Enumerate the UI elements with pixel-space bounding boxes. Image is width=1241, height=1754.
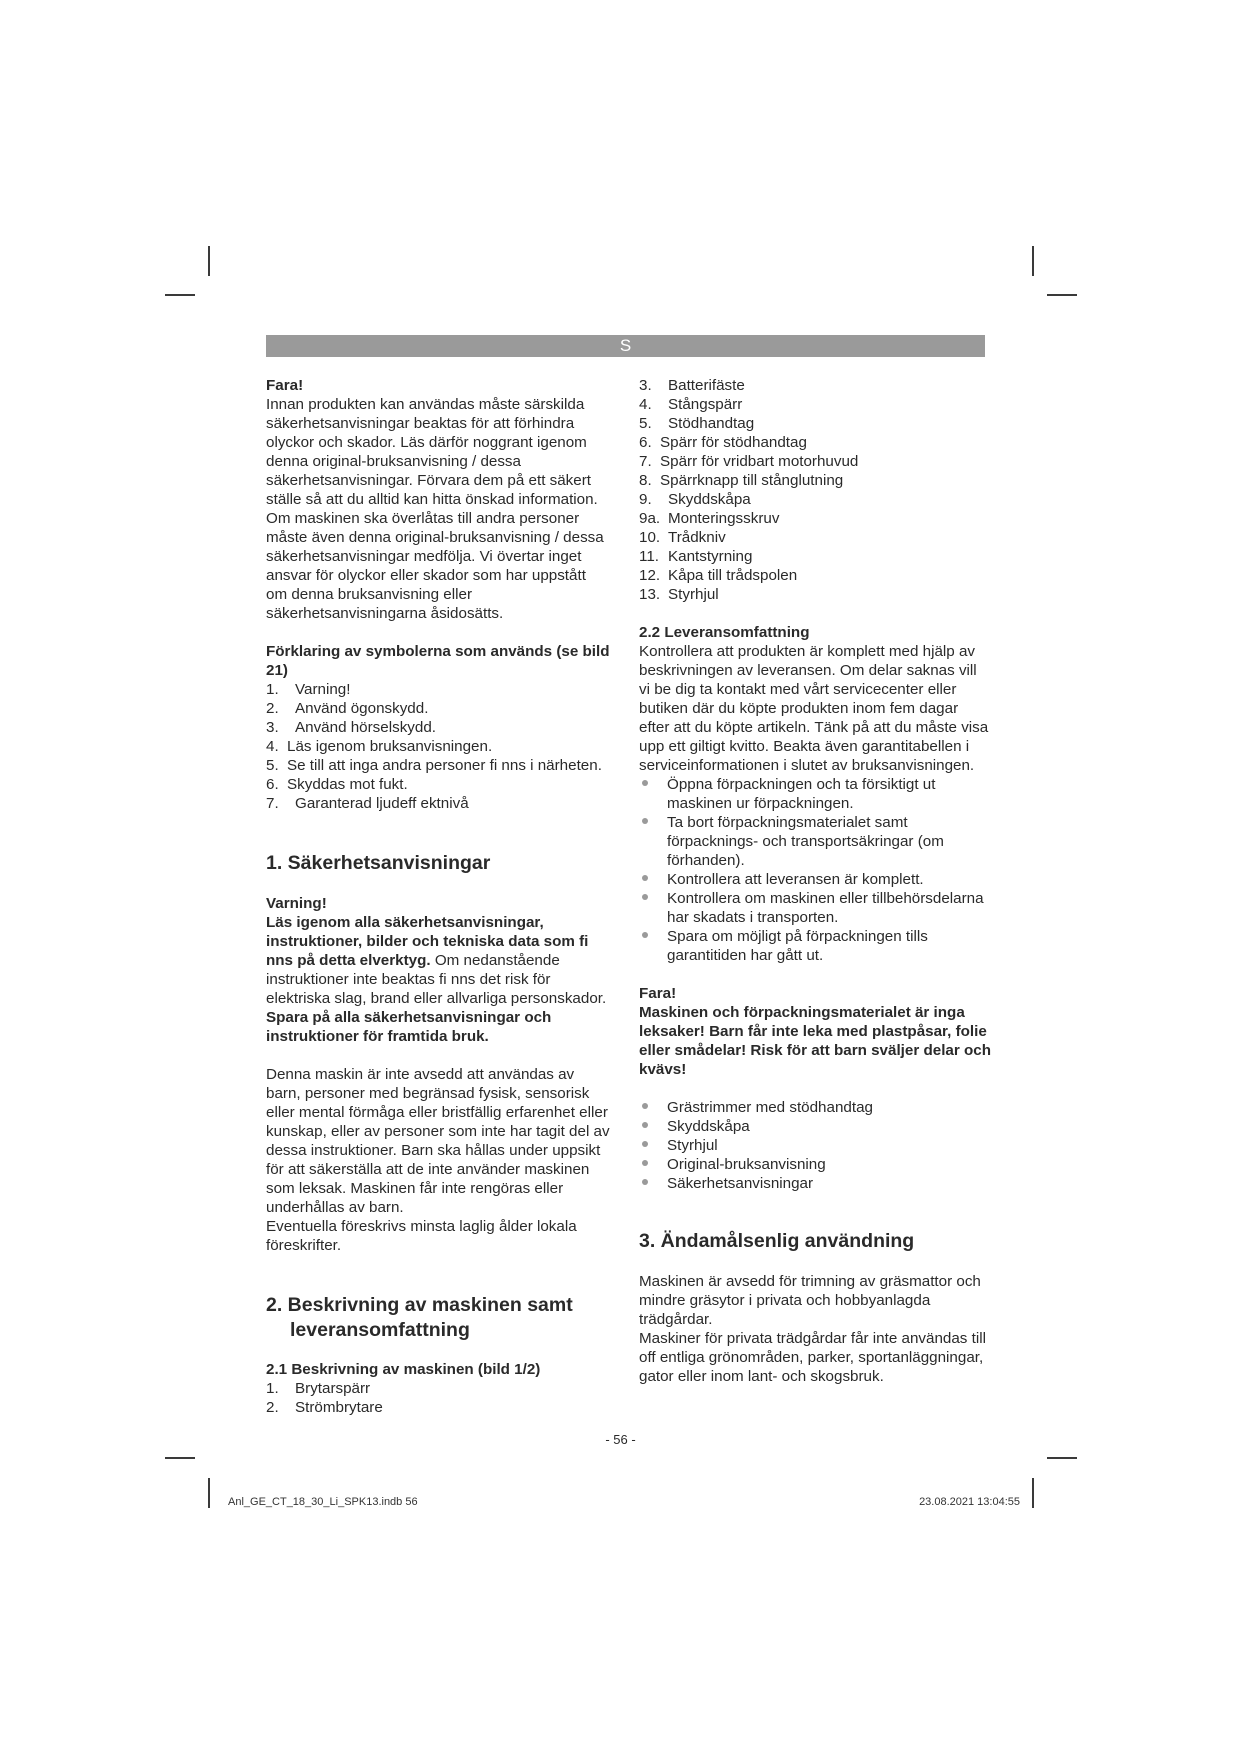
crop-mark bbox=[208, 1478, 210, 1508]
parts-list-right bbox=[639, 376, 991, 604]
list-item: 5. Se till att inga andra personer fi nns i närheten. bbox=[266, 757, 602, 774]
warning-title: Varning! bbox=[266, 895, 327, 912]
crop-mark bbox=[208, 246, 210, 276]
footer-file-name: Anl_GE_CT_18_30_Li_SPK13.indb 56 bbox=[228, 1496, 418, 1508]
section-2-heading: 2. Beskrivning av maskinen samt leveransomfattning bbox=[266, 1294, 573, 1341]
list-item: 4. Läs igenom bruksanvisningen. bbox=[266, 738, 493, 755]
warning-paragraph bbox=[266, 913, 611, 1008]
list-item: 4. Stångspärr bbox=[639, 396, 743, 413]
list-item: 6. Skyddas mot fukt. bbox=[266, 776, 408, 793]
age-text: Eventuella föreskrivs minsta laglig ålder lokala föreskrifter. bbox=[266, 1218, 577, 1254]
crop-mark bbox=[1032, 1478, 1034, 1508]
list-item: 5. Stödhandtag bbox=[639, 415, 755, 432]
language-header-bar bbox=[266, 335, 985, 357]
list-item: 7. Garanterad ljudeff ektnivå bbox=[266, 795, 469, 812]
list-item: 9a. Monteringsskruv bbox=[639, 510, 780, 527]
usage-text-2: Maskiner för privata trädgårdar får inte användas till off entliga grönområden, parker, sportanläggningar, gator eller inom lant- och skogsbruk. bbox=[639, 1330, 986, 1385]
list-item: Ta bort förpackningsmaterialet samt förpacknings- och transportsäkringar (om förhanden). bbox=[639, 813, 991, 870]
list-item: 11. Kantstyrning bbox=[639, 548, 753, 565]
list-item: 2. Använd ögonskydd. bbox=[266, 700, 429, 717]
footer-datetime: 23.08.2021 13:04:55 bbox=[919, 1496, 1020, 1508]
symbols-list bbox=[266, 680, 611, 813]
list-item: Kontrollera om maskinen eller tillbehörsdelarna har skadats i transporten. bbox=[639, 889, 991, 927]
crop-mark bbox=[165, 1457, 195, 1459]
warning-text: Om nedanstående instruktioner inte beaktas fi nns det risk för elektriska slag, brand eller allvarliga personskador. bbox=[266, 952, 607, 1007]
danger-title: Fara! bbox=[266, 377, 304, 394]
list-item: Spara om möjligt på förpackningen tills garantitiden har gått ut. bbox=[639, 927, 991, 965]
crop-mark bbox=[1047, 1457, 1077, 1459]
subsection-2-1-title: 2.1 Beskrivning av maskinen (bild 1/2) bbox=[266, 1361, 541, 1378]
section-1-heading: 1. Säkerhetsanvisningar bbox=[266, 852, 491, 874]
list-item: Kontrollera att leveransen är komplett. bbox=[639, 870, 991, 889]
usage-text-1: Maskinen är avsedd för trimning av gräsmattor och mindre gräsytor i privata och hobbyanlagda trädgårdar. bbox=[639, 1273, 981, 1328]
list-item: 8. Spärrknapp till stånglutning bbox=[639, 472, 844, 489]
subsection-2-2-title: 2.2 Leveransomfattning bbox=[639, 624, 810, 641]
list-item: 10. Trådkniv bbox=[639, 529, 726, 546]
list-item: 3. Batterifäste bbox=[639, 377, 745, 394]
danger-2-title: Fara! bbox=[639, 985, 677, 1002]
list-item: 1. Brytarspärr bbox=[266, 1380, 371, 1397]
page-number: - 56 - bbox=[605, 1432, 636, 1447]
contents-list bbox=[639, 1098, 991, 1193]
left-column bbox=[266, 376, 611, 1417]
list-item: Styrhjul bbox=[639, 1136, 991, 1155]
machine-usage-text: Denna maskin är inte avsedd att användas av barn, personer med begränsad fysisk, sensorisk eller mental förmåga eller bristfällig erfarenhet eller kunskap, eller av personer som inte har tagit del av dessa instruktioner. Barn ska hållas under uppsikt för att säkerställa att de inte använder maskinen som leksak. Maskinen får inte rengöras eller underhållas av barn. bbox=[266, 1066, 610, 1216]
list-item: Grästrimmer med stödhandtag bbox=[639, 1098, 991, 1117]
section-3-heading: 3. Ändamålsenlig användning bbox=[639, 1230, 915, 1252]
list-item: Skyddskåpa bbox=[639, 1117, 991, 1136]
save-instructions: Spara på alla säkerhetsanvisningar och instruktioner för framtida bruk. bbox=[266, 1009, 552, 1045]
delivery-text: Kontrollera att produkten är komplett med hjälp av beskrivningen av leveransen. Om delar saknas vill vi be dig ta kontakt med vårt servicecenter eller butiken där du köpte produkten inom fem dagar efter att du köpte artikeln. Tänk på att du måste visa upp ett giltigt kvitto. Beakta även garantitabellen i serviceinformationen i slutet av bruksanvisningen. bbox=[639, 643, 989, 774]
symbols-title: Förklaring av symbolerna som används (se bild 21) bbox=[266, 643, 610, 679]
list-item: Öppna förpackningen och ta försiktigt ut maskinen ur förpackningen. bbox=[639, 775, 991, 813]
crop-mark bbox=[1032, 246, 1034, 276]
list-item: 13. Styrhjul bbox=[639, 586, 719, 603]
list-item: 2. Strömbrytare bbox=[266, 1399, 383, 1416]
list-item: 3. Använd hörselskydd. bbox=[266, 719, 436, 736]
danger-2-text: Maskinen och förpackningsmaterialet är inga leksaker! Barn får inte leka med plastpåsar, folie eller smådelar! Risk för att barn sväljer delar och kvävs! bbox=[639, 1004, 991, 1078]
delivery-steps-list bbox=[639, 775, 991, 965]
list-item: 9. Skyddskåpa bbox=[639, 491, 751, 508]
language-code: S bbox=[619, 336, 632, 355]
list-item: 1. Varning! bbox=[266, 681, 351, 698]
crop-mark bbox=[1047, 294, 1077, 296]
danger-text: Innan produkten kan användas måste särskilda säkerhetsanvisningar beaktas för att förhindra olyckor och skador. Läs därför noggrant igenom denna original-bruksanvisning / dessa säkerhetsanvisningar. Förvara dem på ett säkert ställe så att du alltid kan hitta önskad information. Om maskinen ska överlåtas till andra personer måste även denna original-bruksanvisning / dessa säkerhetsanvisningar medfölja. Vi övertar inget ansvar för olyckor eller skador som har uppstått om denna bruksanvisning eller säkerhetsanvisningarna åsidosätts. bbox=[266, 396, 604, 622]
list-item: 7. Spärr för vridbart motorhuvud bbox=[639, 453, 859, 470]
warning-bold-text: Läs igenom alla säkerhetsanvisningar, instruktioner, bilder och tekniska data som fi nns på detta elverktyg. bbox=[266, 914, 589, 969]
list-item: Original-bruksanvisning bbox=[639, 1155, 991, 1174]
right-column bbox=[639, 376, 991, 1386]
list-item: Säkerhetsanvisningar bbox=[639, 1174, 991, 1193]
list-item: 6. Spärr för stödhandtag bbox=[639, 434, 807, 451]
parts-list-left bbox=[266, 1379, 611, 1417]
crop-mark bbox=[165, 294, 195, 296]
list-item: 12. Kåpa till trådspolen bbox=[639, 567, 798, 584]
